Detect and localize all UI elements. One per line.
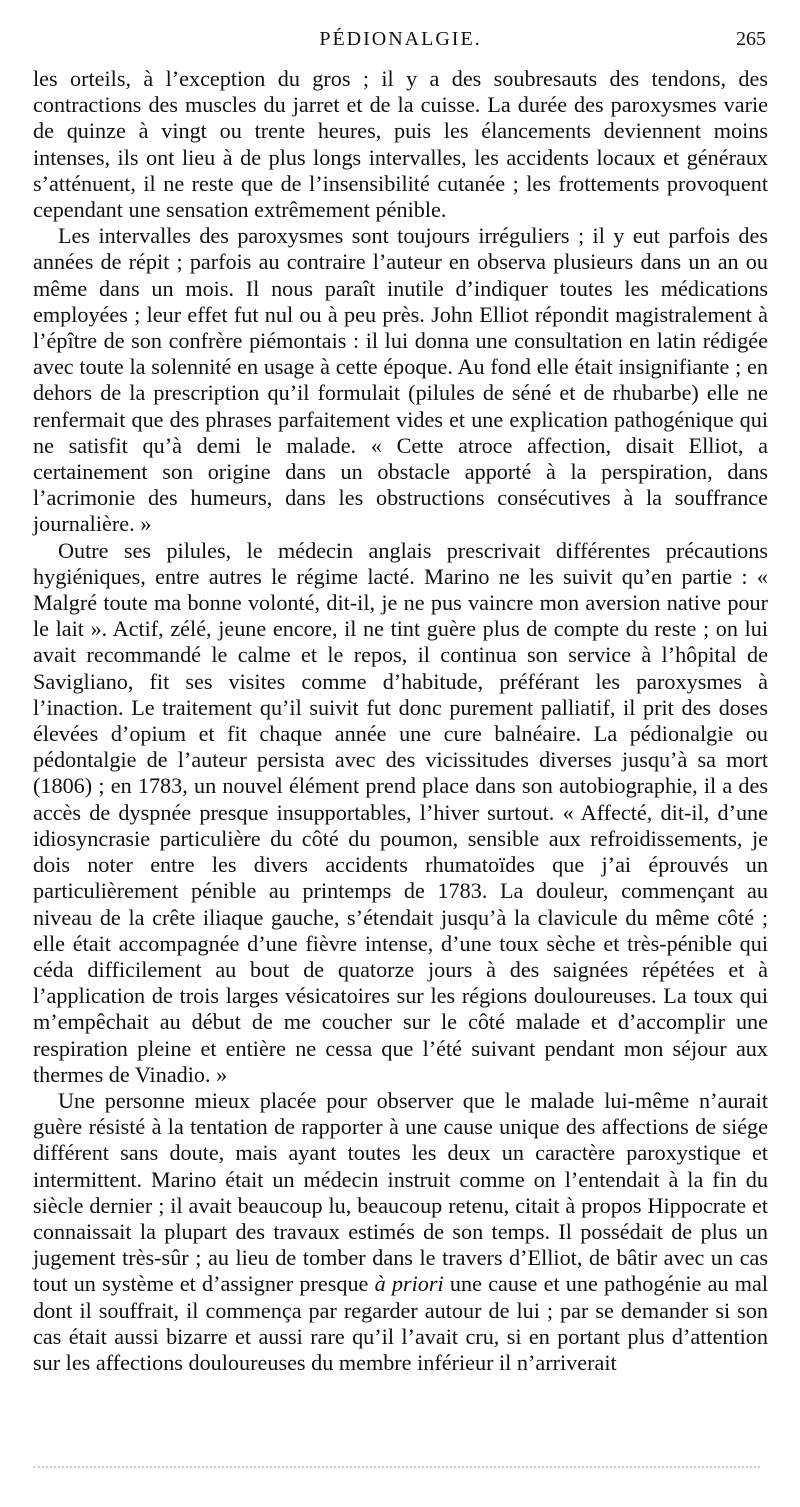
italic-a-priori: à priori [374, 1271, 444, 1297]
page-number: 265 [736, 28, 766, 50]
body-text [33, 66, 768, 1376]
paragraph-1: les orteils, à l’exception du gros ; il y a des soubresauts des tendons, des contractions des muscles du jarret et de la cuisse. La durée des paroxysmes varie de quinze à vingt ou trente heures, puis les élancements deviennent moins intenses, ils ont lieu à de plus longs intervalles, les accidents locaux et généraux s’atténuent, il ne reste que de l’insensibilité cutanée ; les frottements provoquent cependant une sensation extrêmement pénible. [33, 66, 768, 223]
page-header [33, 28, 768, 66]
paragraph-3: Outre ses pilules, le médecin anglais prescrivait différentes précautions hygiéniques, entre autres le régime lacté. Marino ne les suivit qu’en partie : « Malgré toute ma bonne volonté, dit-il, je ne pus vaincre mon aversion native pour le lait ». Actif, zélé, jeune encore, il ne tint guère plus de compte du reste ; on lui avait recommandé le calme et le repos, il continua son service à l’hôpital de Savigliano, fit ses visites comme d’habitude, préférant les paroxysmes à l’inaction. Le traitement qu’il suivit fut donc purement palliatif, il prit des doses élevées d’opium et fit chaque année une cure balnéaire. La pédionalgie ou pédontalgie de l’auteur persista avec des vicissitudes diverses jusqu’à sa mort (1806) ; en 1783, un nouvel élément prend place dans son autobiographie, il a des accès de dyspnée presque insupportables, l’hiver surtout. « Affecté, dit-il, d’une idiosyncrasie particulière du côté du poumon, sensible aux refroidissements, je dois noter entre les divers accidents rhumatoïdes que j’ai éprouvés un particulièrement pénible au printemps de 1783. La douleur, commençant au niveau de la crête iliaque gauche, s’étendait jusqu’à la clavicule du même côté ; elle était accompagnée d’une fièvre intense, d’une toux sèche et très-pénible qui céda difficilement au bout de quatorze jours à des saignées répétées et à l’application de trois larges vésicatoires sur les régions douloureuses. La toux qui m’empêchait au début de me coucher sur le côté malade et d’accomplir une respiration pleine et entière ne cessa que l’été suivant pendant mon séjour aux thermes de Vinadio. » [33, 537, 768, 1087]
paragraph-4 [33, 1088, 768, 1376]
scan-smudge-line [33, 1466, 760, 1471]
paragraph-4-part-2: une cause et une pathogénie au mal dont il souffrait, il commença par regarder autour de lui ; par se demander si son cas était aussi bizarre et aussi rare qu’il l’avait cru, si en portant plus d’attention sur les affections douloureuses du membre inférieur il n’arriverait [33, 1271, 768, 1375]
paragraph-4-part-1: Une personne mieux placée pour observer que le malade lui-même n’aurait guère résisté à la tentation de rapporter à une cause unique des affections de siége différent sans doute, mais ayant toutes les deux un caractère paroxystique et intermittent. Marino était un médecin instruit comme on l’entendait à la fin du siècle dernier ; il avait beaucoup lu, beaucoup retenu, citait à propos Hippocrate et connaissait la plupart des travaux estimés de son temps. Il possédait de plus un jugement très-sûr ; au lieu de tomber dans le travers d’Elliot, de bâtir avec un cas tout un système et d’assigner presque [33, 1087, 768, 1297]
running-title: PÉDIONALGIE. [319, 28, 482, 50]
paragraph-2: Les intervalles des paroxysmes sont toujours irréguliers ; il y eut parfois des années de répit ; parfois au contraire l’auteur en observa plusieurs dans un an ou même dans un mois. Il nous paraît inutile d’indiquer toutes les médications employées ; leur effet fut nul ou à peu près. John Elliot répondit magistralement à l’épître de son confrère piémontais : il lui donna une consultation en latin rédigée avec toute la solennité en usage à cette époque. Au fond elle était insignifiante ; en dehors de la prescription qu’il formulait (pilules de séné et de rhubarbe) elle ne renfermait que des phrases parfaitement vides et une explication pathogénique qui ne satisfit qu’à demi le malade. « Cette atroce affection, disait Elliot, a certainement son origine dans un obstacle apporté à la perspiration, dans l’acrimonie des humeurs, dans les obstructions consécutives à la souffrance journalière. » [33, 223, 768, 537]
